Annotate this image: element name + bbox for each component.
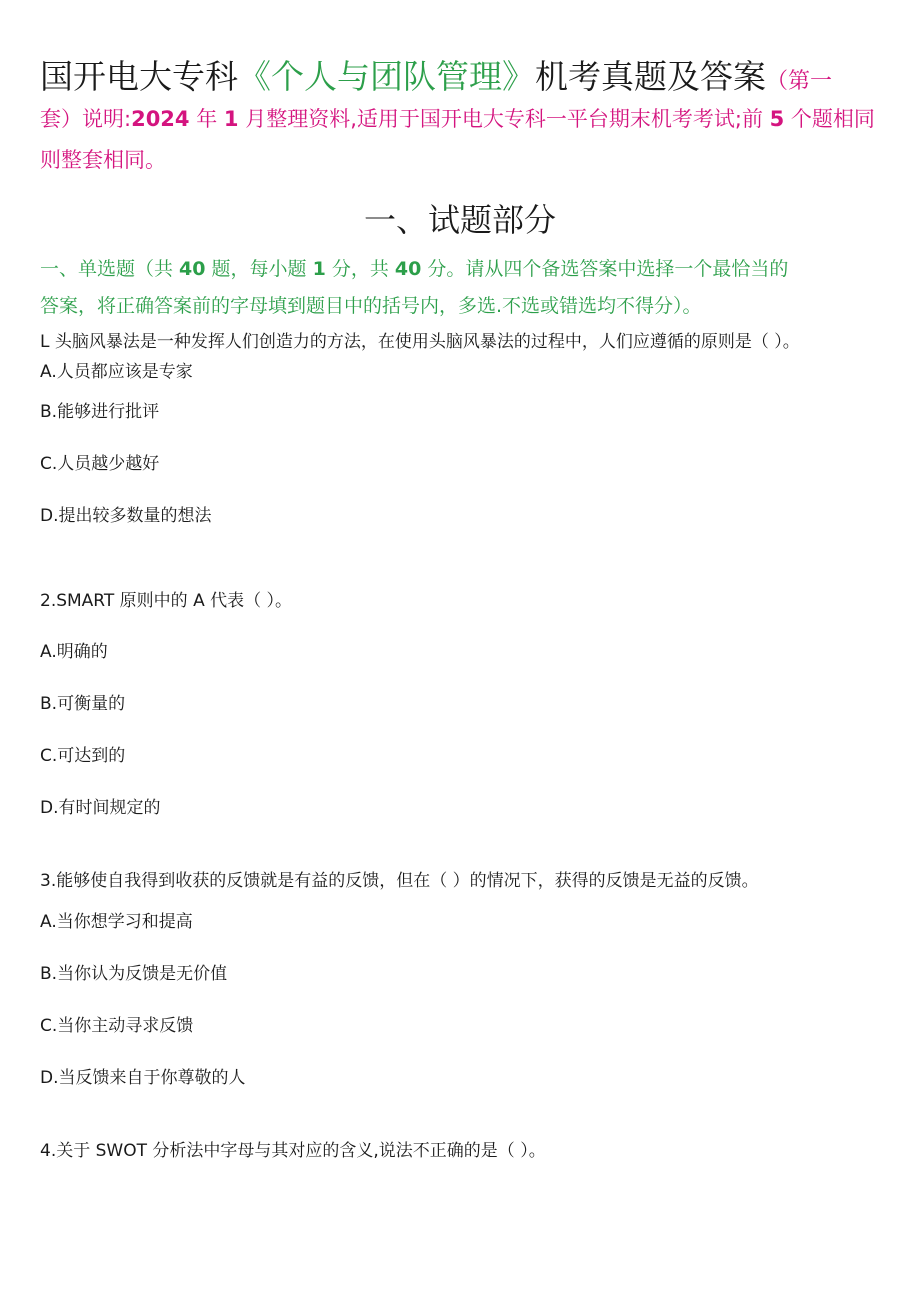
intro-text-a: 一、单选题（共 — [40, 258, 180, 280]
note-number: 5 — [769, 107, 785, 131]
intro-text-c: 题，每小题 — [205, 258, 313, 280]
question-option: C.当你主动寻求反馈 — [40, 1016, 194, 1036]
intro-text-g: 分。请从四个备选答案中选择一个最恰当的 — [421, 258, 789, 280]
question-option: A.人员都应该是专家 — [40, 362, 193, 382]
note-month: 1 — [223, 107, 239, 131]
title-note-line-2 — [40, 104, 875, 134]
question-option: A.当你想学习和提高 — [40, 912, 193, 932]
title-part-4: （第一 — [766, 69, 833, 94]
question-option: C.人员越少越好 — [40, 454, 160, 474]
note-mid-2: 月整理资料,适用于国开电大专科一平台期末机考考试;前 — [238, 107, 770, 131]
note-prefix: 套）说明: — [40, 107, 132, 131]
title-note-line-3: 则整套相同。 — [40, 148, 166, 172]
section-heading: 一、试题部分 — [363, 201, 556, 239]
note-end: 个题相同 — [784, 107, 875, 131]
intro-count: 40 — [179, 258, 206, 280]
intro-total: 40 — [394, 258, 422, 280]
question-option: B.当你认为反馈是无价值 — [40, 964, 228, 984]
question-option: D.提出较多数量的想法 — [40, 506, 212, 526]
question-stem: 3.能够使自我得到收获的反馈就是有益的反馈，但在（ ）的情况下，获得的反馈是无益的反馈。 — [40, 871, 759, 891]
section-intro-line-2: 答案，将正确答案前的字母填到题目中的括号内，多选.不选或错选均不得分）。 — [40, 295, 702, 317]
title-part-1: 国开电大专科 — [40, 57, 238, 96]
question-option: B.可衡量的 — [40, 694, 126, 714]
question-stem: 2.SMART 原则中的 A 代表（ ）。 — [40, 591, 293, 611]
intro-text-e: 分，共 — [325, 258, 395, 280]
intro-points-each: 1 — [312, 258, 326, 280]
question-option: D.有时间规定的 — [40, 798, 161, 818]
title-part-3: 机考真题及答案 — [535, 57, 766, 96]
question-option: D.当反馈来自于你尊敬的人 — [40, 1068, 246, 1088]
question-stem: 4.关于 SWOT 分析法中字母与其对应的含义,说法不正确的是（ ）。 — [40, 1141, 546, 1161]
document-title — [40, 54, 832, 105]
note-mid-1: 年 — [189, 107, 224, 131]
question-option: C.可达到的 — [40, 746, 126, 766]
question-stem: L 头脑风暴法是一种发挥人们创造力的方法，在使用头脑风暴法的过程中，人们应遵循的原则是（ ）。 — [40, 332, 800, 352]
question-option: A.明确的 — [40, 642, 108, 662]
section-intro-line-1 — [40, 255, 788, 283]
title-course-name: 《个人与团队管理》 — [238, 57, 535, 96]
note-year: 2024 — [131, 107, 190, 131]
question-option: B.能够进行批评 — [40, 402, 160, 422]
